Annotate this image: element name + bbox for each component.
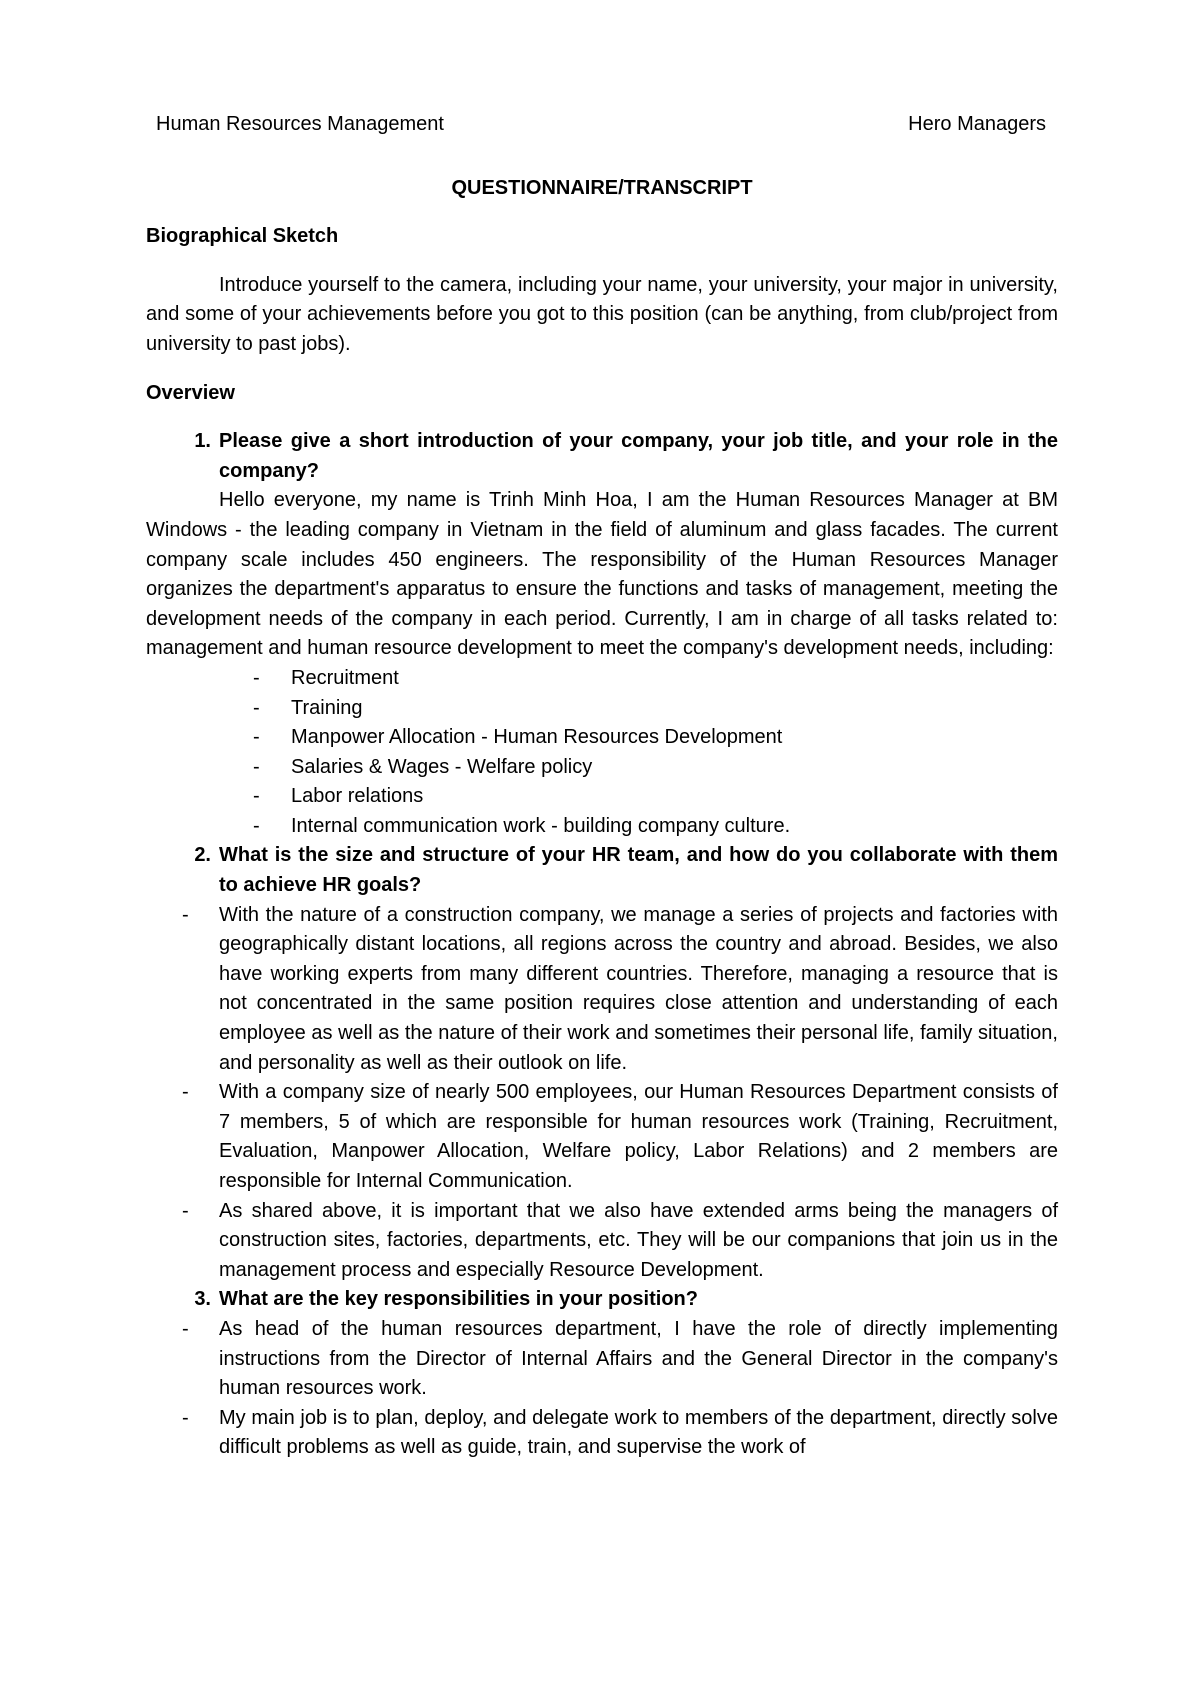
answer-bullet [146,1315,1058,1404]
bullet-dash: - [182,1406,189,1429]
bio-heading: Biographical Sketch [146,225,339,248]
list-item [253,664,1058,694]
page-header [146,110,1058,140]
list-item [253,694,1058,724]
list-dash: - [253,666,260,689]
bullet-dash: - [182,903,189,926]
list-item-text: Manpower Allocation - Human Resources Development [291,726,783,749]
question-1-number: 1. [194,430,211,453]
question-1 [146,427,1058,486]
overview-heading: Overview [146,381,235,404]
question-2-number: 2. [194,844,211,867]
bullet-text: As head of the human resources department, I have the role of directly implementing instructions from the Director of Internal Affairs and the General Director in the company's human resources work. [219,1317,1058,1400]
question-1-task-list [146,664,1058,842]
list-dash: - [253,785,260,808]
bullet-text: With the nature of a construction company, we manage a series of projects and factories with geographically distant locations, all regions across the country and abroad. Besides, we also have working experts from many different countries. Therefore, managing a resource that is not concentrated in the same position requires close attention and understanding of each employee as well as the nature of their work and sometimes their personal life, family situation, and personality as well as their outlook on life. [219,903,1058,1074]
list-dash: - [253,814,260,837]
list-item-text: Training [291,696,363,719]
list-item [253,753,1058,783]
list-item [253,723,1058,753]
question-1-answer: Hello everyone, my name is Trinh Minh Hoa, I am the Human Resources Manager at BM Windows - the leading company in Vietnam in the field of aluminum and glass facades. The current company scale includes 450 engineers. The responsibility of the Human Resources Manager organizes the department's apparatus to ensure the functions and tasks of management, meeting the development needs of the company in each period. Currently, I am in charge of all tasks related to: management and human resource development to meet the company's development needs, including: [146,489,1058,660]
list-item-text: Internal communication work - building company culture. [291,814,791,837]
question-3-text: What are the key responsibilities in your position? [219,1288,698,1311]
document-page [146,110,1058,1463]
bullet-text: With a company size of nearly 500 employees, our Human Resources Department consists of 7 members, 5 of which are responsible for human resources work (Training, Recruitment, Evaluation, Manpower Allocation, Welfare policy, Labor Relations) and 2 members are responsible for Internal Communication. [219,1081,1058,1192]
list-dash: - [253,726,260,749]
question-2-text: What is the size and structure of your HR team, and how do you collaborate with them to achieve HR goals? [219,844,1058,897]
question-3-number: 3. [194,1288,211,1311]
answer-bullet [146,1197,1058,1286]
bullet-dash: - [182,1199,189,1222]
answer-bullet [146,1078,1058,1196]
list-item [253,782,1058,812]
bio-text: Introduce yourself to the camera, including your name, your university, your major in university, and some of your achievements before you got to this position (can be anything, from club/project from university to past jobs). [146,273,1058,355]
list-item-text: Salaries & Wages - Welfare policy [291,755,593,778]
question-2 [146,841,1058,900]
answer-bullet [146,1404,1058,1463]
header-left: Human Resources Management [156,113,444,135]
list-dash: - [253,755,260,778]
list-item [253,812,1058,842]
question-3 [146,1285,1058,1315]
document-title: QUESTIONNAIRE/TRANSCRIPT [451,176,753,199]
bullet-dash: - [182,1317,189,1340]
question-1-text: Please give a short introduction of your company, your job title, and your role in the company? [219,430,1058,482]
list-item-text: Labor relations [291,785,424,808]
list-dash: - [253,696,260,719]
answer-bullet [146,901,1058,1079]
bullet-text: My main job is to plan, deploy, and delegate work to members of the department, directly solve difficult problems as well as guide, train, and supervise the work of [219,1406,1058,1459]
header-right: Hero Managers [908,113,1046,135]
list-item-text: Recruitment [291,666,399,689]
bullet-dash: - [182,1081,189,1104]
bullet-text: As shared above, it is important that we also have extended arms being the managers of construction sites, factories, departments, etc. They will be our companions that join us in the management process and especially Resource Development. [219,1199,1058,1281]
